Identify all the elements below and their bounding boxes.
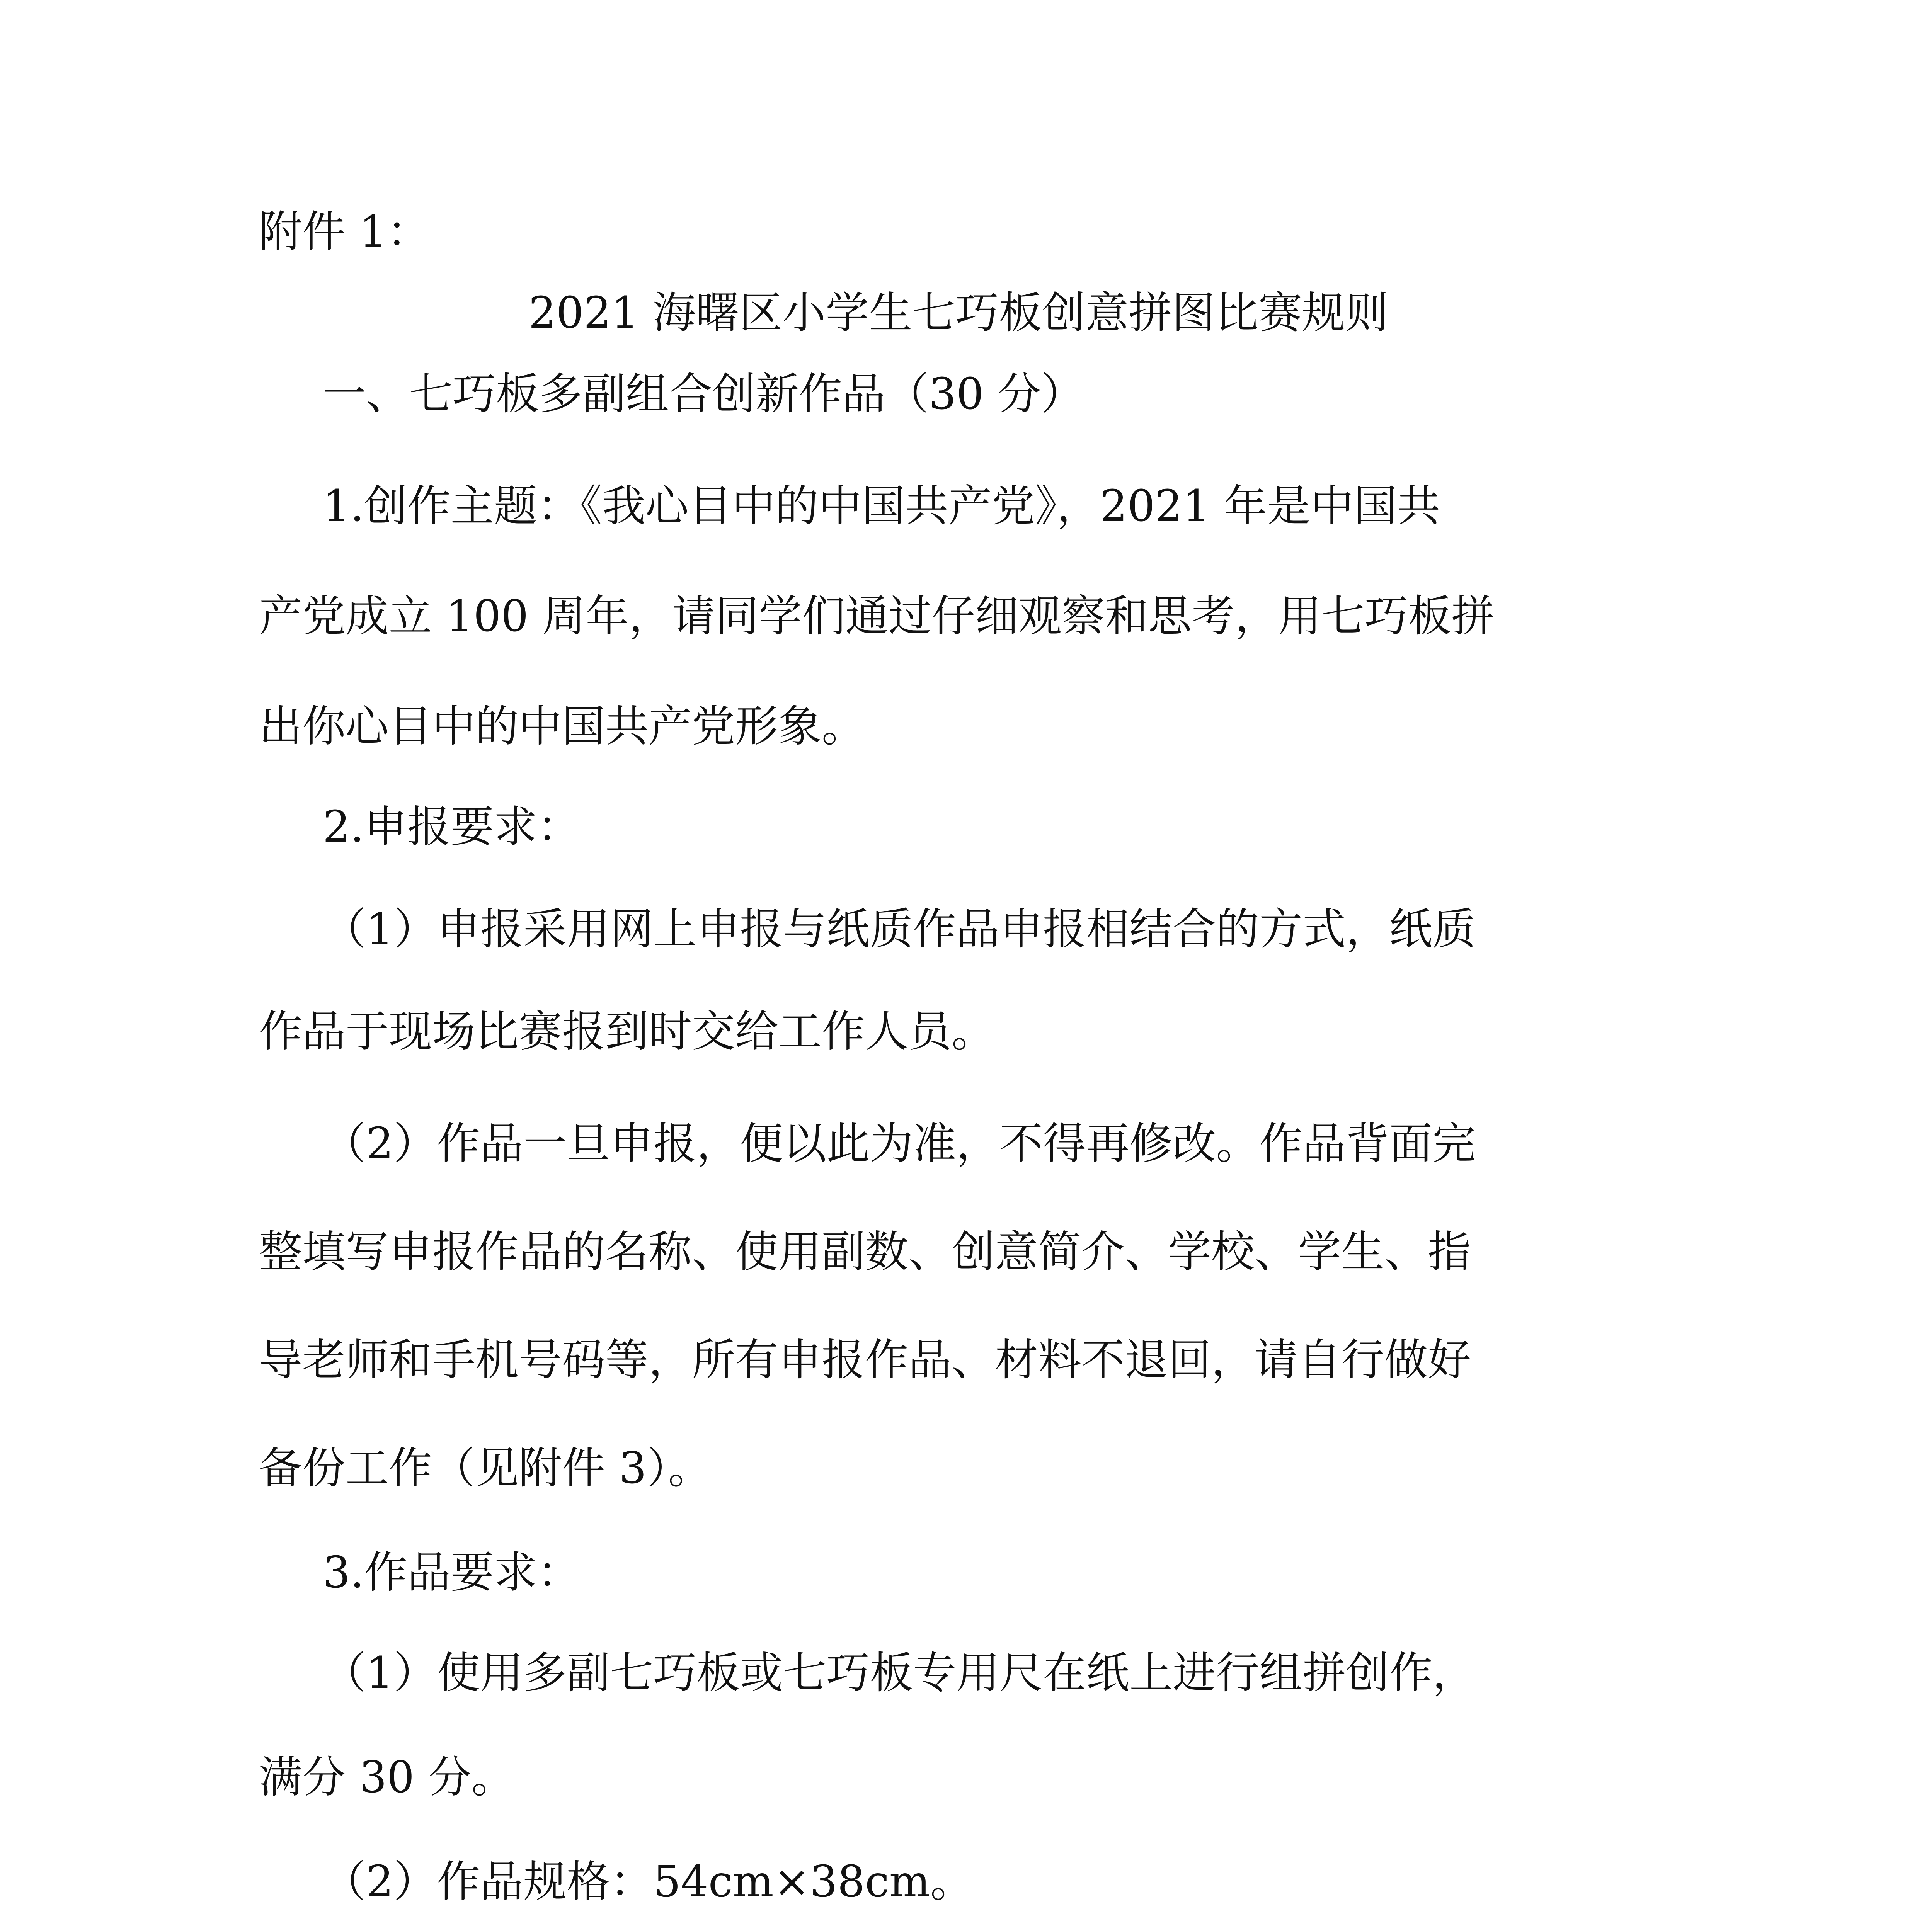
paragraph-line: 产党成立 100 周年，请同学们通过仔细观察和思考，用七巧板拼 xyxy=(259,591,1495,641)
document-title: 2021 海曙区小学生七巧板创意拼图比赛规则 xyxy=(528,288,1389,338)
paragraph-line: 备份工作（见附件 3）。 xyxy=(259,1443,712,1493)
paragraph-line: 满分 30 分。 xyxy=(259,1752,515,1803)
paragraph-line: 导老师和手机号码等，所有申报作品、材料不退回，请自行做好 xyxy=(259,1335,1471,1385)
paragraph-line: 作品于现场比赛报到时交给工作人员。 xyxy=(259,1007,995,1057)
paragraph-line: （1）申报采用网上申报与纸质作品申报相结合的方式，纸质 xyxy=(323,904,1476,954)
paragraph-line: 出你心目中的中国共产党形象。 xyxy=(259,701,865,752)
paragraph-line: （1）使用多副七巧板或七巧板专用尺在纸上进行组拼创作， xyxy=(323,1648,1476,1698)
paragraph-line: （2）作品规格：54cm×38cm。 xyxy=(323,1857,974,1907)
item-heading: 3.作品要求： xyxy=(323,1548,581,1598)
paragraph-line: 整填写申报作品的名称、使用副数、创意简介、学校、学生、指 xyxy=(259,1227,1471,1277)
attachment-label: 附件 1： xyxy=(259,207,430,257)
item-heading: 2.申报要求： xyxy=(323,802,581,852)
paragraph-line: （2）作品一旦申报，便以此为准，不得再修改。作品背面完 xyxy=(323,1119,1476,1169)
paragraph-line: 1.创作主题：《我心目中的中国共产党》，2021 年是中国共 xyxy=(323,481,1440,531)
section-heading: 一、七巧板多副组合创新作品（30 分） xyxy=(323,369,1084,419)
